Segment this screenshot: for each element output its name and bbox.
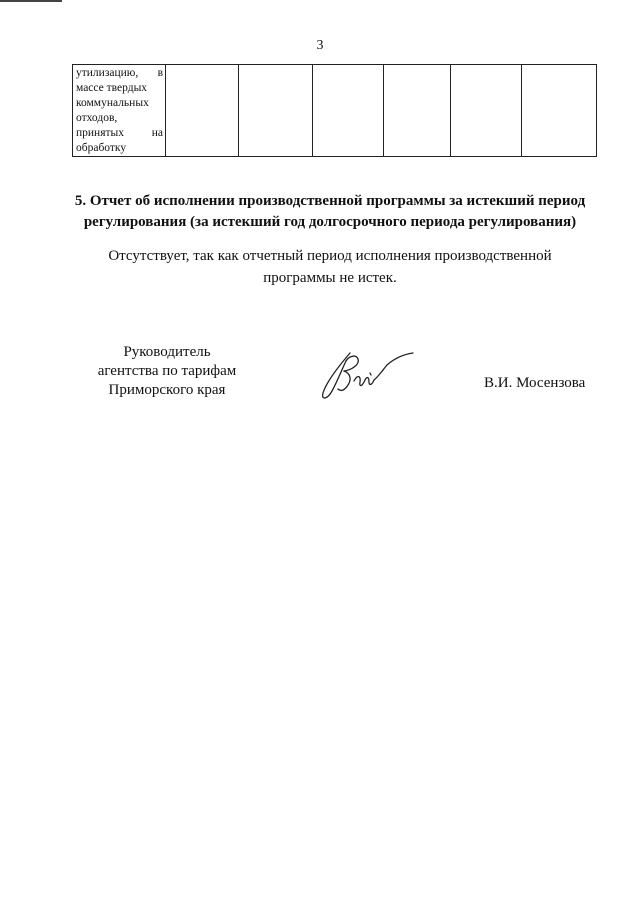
signatory-line: агентства по тарифам [97, 363, 237, 379]
signatory-line: Руководитель [123, 344, 211, 360]
table-cell-indicator [73, 65, 166, 157]
handwritten-signature [310, 345, 420, 405]
heading-line: регулирования (за истекший год долгосрочного периода регулирования) [83, 214, 577, 230]
signatory-title [84, 343, 250, 400]
indicator-word: на [151, 127, 163, 139]
table-cell-empty [522, 65, 597, 157]
indicator-word: принятых [76, 127, 125, 139]
indicator-line [76, 66, 163, 81]
absence-note [60, 245, 600, 289]
table-cell-empty [239, 65, 313, 157]
table-cell-empty [313, 65, 384, 157]
note-line: Отсутствует, так как отчетный период исполнения производственной [108, 248, 552, 264]
note-line: программы не истек. [263, 270, 397, 286]
indicator-word: в [157, 67, 163, 79]
continuation-table [72, 64, 597, 157]
section-heading [60, 191, 600, 233]
page-number: 3 [316, 38, 324, 53]
table-row [73, 65, 597, 157]
heading-line: 5. Отчет об исполнении производственной программы за истекший период [74, 193, 586, 209]
table-cell-empty [451, 65, 522, 157]
indicator-line [76, 126, 163, 141]
top-edge-rule [0, 0, 62, 2]
indicator-line: массе твердых [76, 82, 148, 94]
indicator-line: отходов, [76, 112, 118, 124]
indicator-line: коммунальных [76, 97, 149, 109]
table-cell-empty [166, 65, 239, 157]
indicator-text [73, 65, 165, 156]
signer-name: В.И. Мосензова [484, 375, 586, 391]
indicator-line: обработку [76, 142, 127, 154]
table-cell-empty [384, 65, 451, 157]
indicator-word: утилизацию, [76, 67, 139, 79]
signatory-line: Приморского края [108, 382, 226, 398]
